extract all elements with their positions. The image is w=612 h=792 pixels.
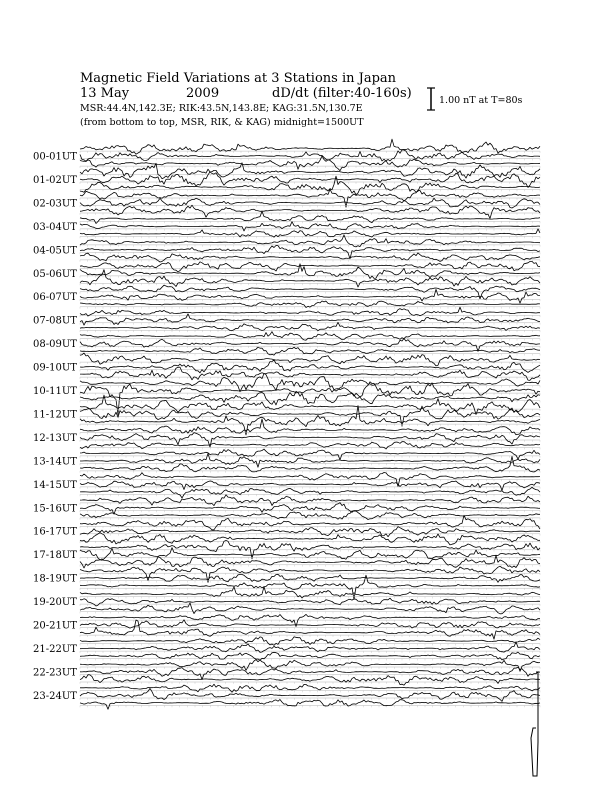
minute-ticks	[80, 675, 540, 677]
row-label: 16-17UT	[33, 526, 77, 538]
hour-row	[33, 637, 540, 660]
minute-ticks	[80, 393, 540, 395]
minute-ticks	[80, 198, 540, 200]
trace-MSR	[80, 301, 540, 308]
chart-title: Magnetic Field Variations at 3 Stations in Japan	[80, 71, 397, 86]
row-label: 22-23UT	[33, 667, 77, 679]
minute-ticks	[80, 628, 540, 630]
trace-MSR	[80, 176, 540, 195]
row-label: 02-03UT	[33, 198, 77, 210]
minute-ticks	[80, 245, 540, 247]
minute-ticks	[80, 620, 540, 622]
minute-ticks	[80, 330, 540, 332]
minute-ticks	[80, 440, 540, 442]
scale-bar-label: 1.00 nT at T=80s	[439, 95, 523, 106]
hour-row	[33, 212, 540, 239]
row-label: 20-21UT	[33, 620, 77, 632]
row-label: 21-22UT	[33, 644, 77, 655]
minute-ticks	[80, 612, 540, 614]
row-label: 15-16UT	[33, 503, 77, 515]
row-label: 12-13UT	[33, 432, 77, 444]
minute-ticks	[80, 370, 540, 372]
minute-ticks	[80, 691, 540, 693]
minute-ticks	[80, 276, 540, 278]
minute-ticks	[80, 494, 540, 496]
row-label: 13-14UT	[33, 456, 77, 468]
stations-line: MSR:44.4N,142.3E; RIK:43.5N,143.8E; KAG:31.5N,130.7E	[80, 103, 363, 114]
minute-ticks	[80, 581, 540, 583]
row-label: 07-08UT	[33, 315, 77, 327]
minute-ticks	[80, 588, 540, 590]
row-label: 08-09UT	[33, 339, 77, 351]
minute-ticks	[80, 377, 540, 379]
minute-ticks	[80, 510, 540, 512]
minute-ticks	[80, 268, 540, 270]
minute-ticks	[80, 487, 540, 489]
minute-ticks	[80, 471, 540, 473]
minute-ticks	[80, 597, 540, 599]
hour-row	[33, 540, 540, 568]
minute-ticks	[80, 659, 540, 661]
minute-ticks	[80, 667, 540, 669]
minute-ticks	[80, 299, 540, 301]
row-label: 23-24UT	[33, 690, 77, 702]
minute-ticks	[80, 151, 540, 153]
minute-ticks	[80, 175, 540, 177]
minute-ticks	[80, 213, 540, 215]
minute-ticks	[80, 283, 540, 285]
trace-KAG	[80, 261, 540, 272]
row-label: 09-10UT	[33, 362, 77, 374]
hour-row	[33, 449, 540, 472]
component-filter: dD/dt (filter:40-160s)	[272, 86, 412, 101]
minute-ticks	[80, 518, 540, 520]
minute-ticks	[80, 448, 540, 450]
hour-row	[33, 684, 540, 709]
minute-ticks	[80, 417, 540, 419]
row-label: 05-06UT	[33, 268, 77, 280]
date-day-month: 13 May	[80, 86, 130, 101]
hour-row	[33, 163, 540, 195]
row-label: 04-05UT	[33, 245, 77, 257]
row-label: 17-18UT	[33, 550, 77, 562]
hour-row	[33, 189, 540, 218]
row-label: 00-01UT	[33, 151, 77, 163]
hour-row	[33, 261, 540, 287]
minute-ticks	[80, 550, 540, 552]
minute-ticks	[80, 339, 540, 341]
minute-ticks	[80, 433, 540, 435]
hour-row	[33, 660, 540, 686]
minute-ticks	[80, 573, 540, 575]
trace-KAG	[80, 163, 540, 179]
date-year: 2009	[186, 86, 220, 101]
hour-row	[33, 332, 540, 356]
vertical-spike-overlay	[531, 672, 538, 776]
row-label: 10-11UT	[33, 386, 77, 397]
row-label: 14-15UT	[33, 479, 77, 491]
hour-row	[33, 587, 540, 614]
minute-ticks	[80, 409, 540, 411]
minute-ticks	[80, 362, 540, 364]
row-label: 18-19UT	[33, 573, 77, 585]
trace-MSR	[80, 487, 540, 498]
station-order-note: (from bottom to top, MSR, RIK, & KAG) midnight=1500UT	[80, 117, 364, 128]
hour-row	[33, 235, 540, 262]
hour-row	[33, 307, 540, 332]
minute-ticks	[80, 463, 540, 465]
minute-ticks	[80, 252, 540, 254]
minute-ticks	[80, 386, 540, 388]
minute-ticks	[80, 682, 540, 684]
minute-ticks	[80, 565, 540, 567]
minute-ticks	[80, 190, 540, 192]
hour-row	[33, 353, 540, 380]
minute-ticks	[80, 424, 540, 426]
hour-row	[33, 285, 540, 308]
minute-ticks	[80, 221, 540, 223]
minute-ticks	[80, 315, 540, 317]
trace-RIK	[80, 481, 540, 490]
minute-ticks	[80, 635, 540, 637]
hour-row	[33, 614, 540, 639]
minute-ticks	[80, 292, 540, 294]
trace-KAG	[80, 373, 540, 391]
row-label: 11-12UT	[33, 409, 77, 421]
hour-row	[33, 515, 540, 545]
minute-ticks	[80, 354, 540, 356]
minute-ticks	[80, 260, 540, 262]
minute-ticks	[80, 503, 540, 505]
trace-KAG	[80, 660, 540, 672]
scale-bar	[427, 88, 435, 110]
row-label: 03-04UT	[33, 221, 77, 233]
minute-ticks	[80, 651, 540, 653]
minute-ticks	[80, 456, 540, 458]
minute-ticks	[80, 236, 540, 238]
trace-KAG	[80, 449, 540, 460]
minute-ticks	[80, 698, 540, 700]
spike-trace	[531, 672, 538, 776]
minute-ticks	[80, 323, 540, 325]
minute-ticks	[80, 229, 540, 231]
hour-row	[33, 139, 540, 171]
trace-MSR	[80, 700, 540, 710]
minute-ticks	[80, 557, 540, 559]
row-label: 06-07UT	[33, 292, 77, 304]
minute-ticks	[80, 706, 540, 708]
minute-ticks	[80, 534, 540, 536]
row-label: 01-02UT	[33, 174, 77, 186]
row-label: 19-20UT	[33, 597, 77, 608]
hour-row	[33, 473, 540, 498]
